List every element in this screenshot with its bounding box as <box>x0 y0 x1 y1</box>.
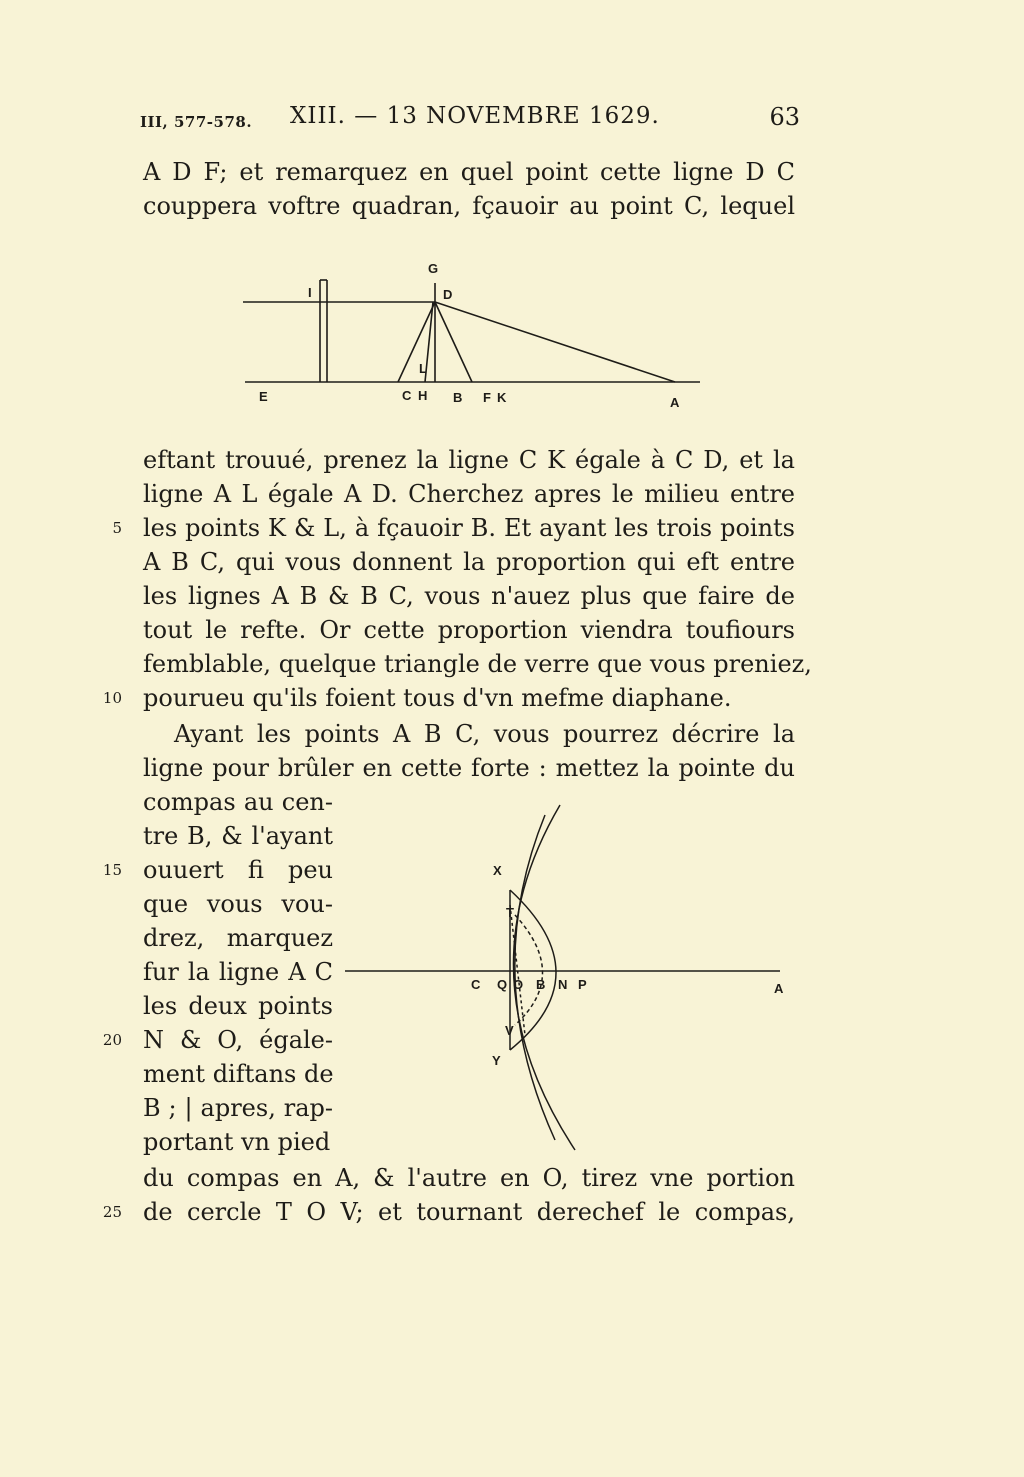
text-line: A D F; et remarquez en quel point cette ligne D C <box>143 158 795 186</box>
fig2-label-c: C <box>471 977 481 992</box>
text-line: eftant trouué, prenez la ligne C K égale à C D, et la <box>143 446 795 474</box>
fig1-label-l: L <box>419 361 427 376</box>
running-header <box>140 103 800 139</box>
fig1-label-i: I <box>308 285 312 300</box>
text-line: les points K & L, à fçauoir B. Et ayant les trois points <box>143 514 795 542</box>
text-line: que vous vou- <box>143 890 333 918</box>
fig1-label-f: F <box>483 390 491 405</box>
fig1-label-g: G <box>428 261 439 276</box>
text-line: compas au cen- <box>143 788 333 816</box>
text-line: ouuert fi peu <box>143 856 333 884</box>
header-title: XIII. — 13 NOVEMBRE 1629. <box>290 103 660 129</box>
fig1-label-b: B <box>453 390 463 405</box>
fig2-label-x: X <box>493 863 502 878</box>
text-line: B ; | apres, rap- <box>143 1094 333 1122</box>
fig2-label-b: B <box>536 977 546 992</box>
line-number: 10 <box>102 689 122 707</box>
fig2-label-a: A <box>774 981 784 996</box>
text-line: fur la ligne A C <box>143 958 333 986</box>
fig1-label-c: C <box>402 388 412 403</box>
line-number: 20 <box>102 1031 122 1049</box>
text-line: A B C, qui vous donnent la proportion qui eft entre <box>143 548 795 576</box>
text-line: les lignes A B & B C, vous n'auez plus que faire de <box>143 582 795 610</box>
line-number: 15 <box>102 861 122 879</box>
text-line: ment diftans de <box>143 1060 334 1088</box>
fig2-label-p: P <box>578 977 587 992</box>
page-number: 63 <box>769 103 800 131</box>
fig2-label-v: V <box>505 1023 514 1038</box>
header-reference: III, 577-578. <box>140 113 253 131</box>
fig2-label-n: N <box>558 977 568 992</box>
text-line: de cercle T O V; et tournant derechef le compas, <box>143 1198 795 1226</box>
text-line: couppera voftre quadran, fçauoir au point C, lequel <box>143 192 795 220</box>
text-line: tout le refte. Or cette proportion viendra toufiours <box>143 616 795 644</box>
fig1-label-h: H <box>418 388 428 403</box>
figure-burning-line <box>340 790 800 1160</box>
fig1-label-d: D <box>443 287 453 302</box>
text-line: portant vn pied <box>143 1128 331 1156</box>
fig2-label-t: T <box>506 905 514 920</box>
line-number: 25 <box>102 1203 122 1221</box>
text-line: Ayant les points A B C, vous pourrez décrire la <box>174 720 795 748</box>
fig1-label-a: A <box>670 395 680 410</box>
figure-prism-construction <box>235 255 715 415</box>
line-number: 5 <box>112 519 122 537</box>
text-line: femblable, quelque triangle de verre que vous preniez, <box>143 650 812 678</box>
fig2-label-q: Q <box>497 977 508 992</box>
fig1-label-k: K <box>497 390 507 405</box>
text-line: du compas en A, & l'autre en O, tirez vne portion <box>143 1164 795 1192</box>
fig2-label-o: O <box>513 977 524 992</box>
text-line: pourueu qu'ils foient tous d'vn mefme diaphane. <box>143 684 732 712</box>
text-line: drez, marquez <box>143 924 333 952</box>
text-line: tre B, & l'ayant <box>143 822 333 850</box>
text-line: les deux points <box>143 992 333 1020</box>
text-line: N & O, égale- <box>143 1026 333 1054</box>
text-line: ligne pour brûler en cette forte : mettez la pointe du <box>143 754 795 782</box>
fig1-label-e: E <box>259 389 268 404</box>
fig2-label-y: Y <box>492 1053 501 1068</box>
text-line: ligne A L égale A D. Cherchez apres le milieu entre <box>143 480 795 508</box>
